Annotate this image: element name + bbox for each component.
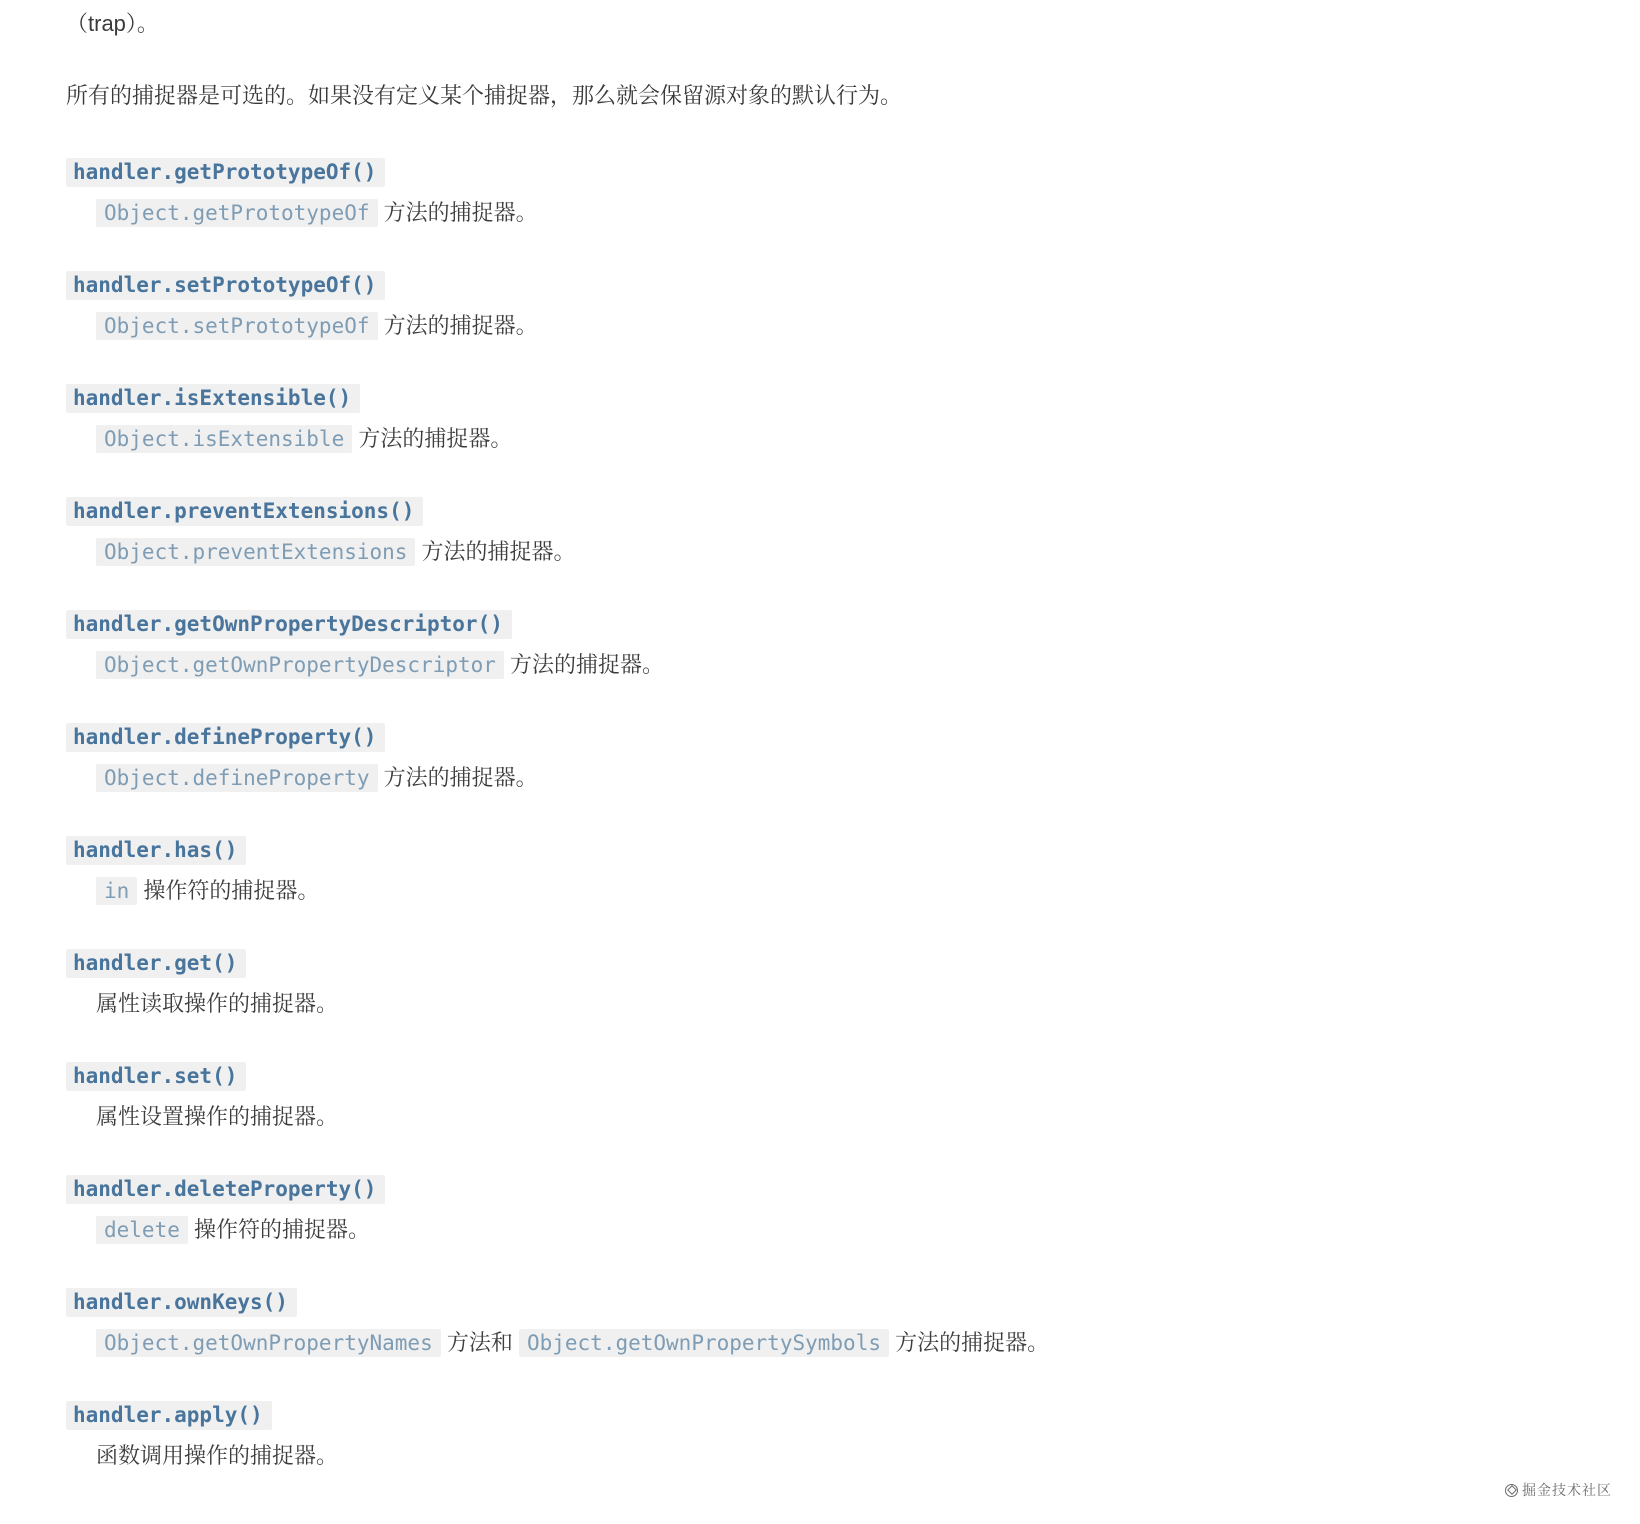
handler-description (96, 308, 1096, 344)
handler-term-row (66, 1288, 1580, 1317)
handler-description (96, 195, 1096, 231)
inline-code: Object.preventExtensions (96, 538, 415, 566)
handler-term-row (66, 271, 1580, 300)
description-text: 方法的捕捉器。 (377, 765, 538, 790)
description-text: 属性设置操作的捕捉器。 (96, 1104, 339, 1129)
description-text: 方法的捕捉器。 (503, 652, 665, 677)
inline-code: Object.setPrototypeOf (96, 312, 378, 340)
watermark (1505, 1480, 1612, 1500)
handler-term-link[interactable]: handler.preventExtensions() (66, 497, 423, 526)
handler-term-row (66, 1175, 1580, 1204)
handler-term-link[interactable]: handler.ownKeys() (66, 1288, 297, 1317)
handler-description (96, 647, 1096, 683)
description-text: 方法和 (440, 1330, 519, 1355)
handler-term-link[interactable]: handler.setPrototypeOf() (66, 271, 385, 300)
handler-description (96, 534, 1096, 570)
inline-code: delete (96, 1216, 188, 1244)
handler-term-row (66, 1062, 1580, 1091)
handler-term-row (66, 497, 1580, 526)
juejin-logo-icon (1505, 1484, 1518, 1497)
handler-description (96, 1212, 1096, 1248)
handler-term-link[interactable]: handler.getOwnPropertyDescriptor() (66, 610, 512, 639)
paragraph-trap-tail: （trap）。 (66, 11, 159, 36)
handler-term-link[interactable]: handler.getPrototypeOf() (66, 158, 385, 187)
description-text: 属性读取操作的捕捉器。 (96, 991, 339, 1016)
handler-term-link[interactable]: handler.set() (66, 1062, 246, 1091)
description-text: 方法的捕捉器。 (352, 426, 513, 451)
handler-term-row (66, 723, 1580, 752)
handler-term-row (66, 158, 1580, 187)
handler-term-row (66, 610, 1580, 639)
handler-term-link[interactable]: handler.has() (66, 836, 246, 865)
inline-code: Object.getPrototypeOf (96, 199, 378, 227)
handler-term-row (66, 836, 1580, 865)
inline-code: Object.getOwnPropertySymbols (519, 1329, 889, 1357)
inline-code: Object.isExtensible (96, 425, 352, 453)
handler-description (96, 986, 1096, 1022)
handler-description (96, 873, 1096, 909)
handler-term-row (66, 384, 1580, 413)
description-text: 方法的捕捉器。 (377, 200, 538, 225)
inline-code: Object.defineProperty (96, 764, 378, 792)
paragraph-intro: 所有的捕捉器是可选的。如果没有定义某个捕捉器，那么就会保留源对象的默认行为。 (66, 83, 903, 108)
handler-term-row (66, 1401, 1580, 1430)
inline-code: in (96, 877, 137, 905)
description-text: 操作符的捕捉器。 (137, 878, 320, 903)
description-text: 方法的捕捉器。 (377, 313, 538, 338)
description-text: 操作符的捕捉器。 (187, 1217, 370, 1242)
description-text: 函数调用操作的捕捉器。 (96, 1443, 339, 1468)
handler-term-link[interactable]: handler.isExtensible() (66, 384, 360, 413)
handler-term-link[interactable]: handler.apply() (66, 1401, 272, 1430)
handler-description (96, 1438, 1096, 1474)
inline-code: Object.getOwnPropertyNames (96, 1329, 441, 1357)
handler-description (96, 421, 1096, 457)
handler-term-link[interactable]: handler.defineProperty() (66, 723, 385, 752)
handler-description (96, 1099, 1096, 1135)
handler-definition-list (66, 158, 1580, 1474)
description-text: 方法的捕捉器。 (415, 539, 576, 564)
handler-term-link[interactable]: handler.deleteProperty() (66, 1175, 385, 1204)
description-text: 方法的捕捉器。 (888, 1330, 1050, 1355)
watermark-label: 掘金技术社区 (1522, 1482, 1612, 1498)
handler-description (96, 760, 1096, 796)
handler-term-row (66, 949, 1580, 978)
inline-code: Object.getOwnPropertyDescriptor (96, 651, 504, 679)
handler-term-link[interactable]: handler.get() (66, 949, 246, 978)
handler-description (96, 1325, 1096, 1361)
